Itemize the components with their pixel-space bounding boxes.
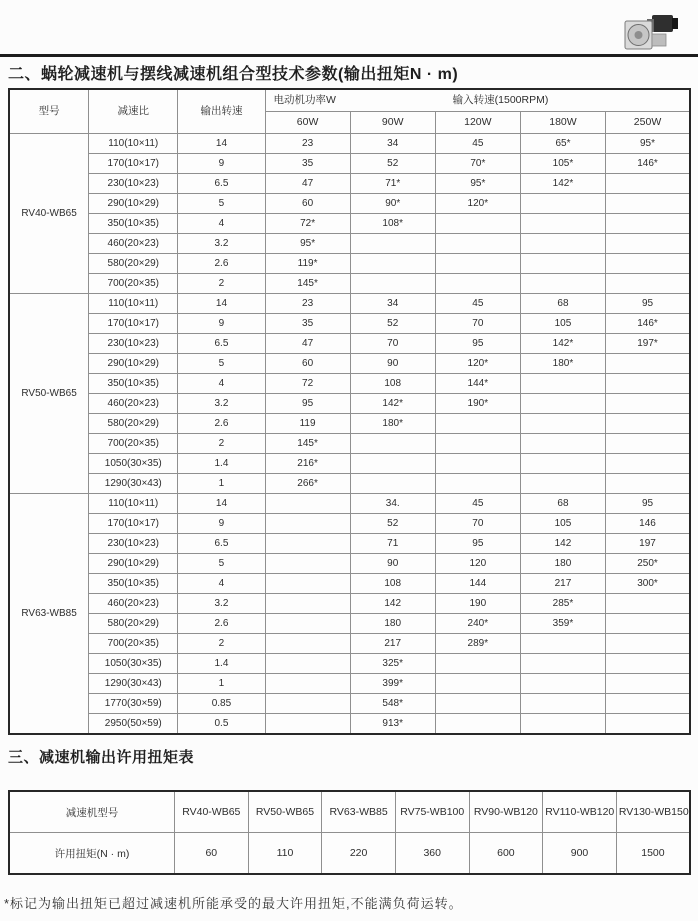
torque-cell [520, 434, 605, 454]
torque-cell: 71 [350, 534, 435, 554]
torque-cell: 95* [435, 174, 520, 194]
torque-cell [606, 374, 690, 394]
output-speed-cell: 3.2 [178, 234, 265, 254]
torque-cell [606, 194, 690, 214]
section1-title: 二、蜗轮减速机与摆线减速机组合型技术参数(输出扭矩N · m) [8, 66, 459, 83]
torque-cell [606, 434, 690, 454]
table-row [9, 514, 690, 534]
torque-cell: 95 [435, 334, 520, 354]
table-row [9, 334, 690, 354]
power-column-header: 60W [265, 112, 350, 134]
torque-cell: 90* [350, 194, 435, 214]
output-speed-cell: 0.5 [178, 714, 265, 735]
torque-cell: 146* [606, 314, 690, 334]
torque-cell: 548* [350, 694, 435, 714]
model-label: RV50-WB65 [9, 294, 89, 494]
output-speed-cell: 6.5 [178, 334, 265, 354]
output-speed-cell: 3.2 [178, 394, 265, 414]
torque-cell [606, 354, 690, 374]
allowable-torque-value: 900 [543, 833, 617, 875]
torque-cell: 190* [435, 394, 520, 414]
torque-cell: 95* [265, 234, 350, 254]
ratio-cell: 230(10×23) [89, 334, 178, 354]
output-speed-cell: 3.2 [178, 594, 265, 614]
model-label: RV63-WB85 [9, 494, 89, 735]
output-speed-cell: 6.5 [178, 534, 265, 554]
torque-cell: 95* [606, 134, 690, 154]
ratio-cell: 290(10×29) [89, 554, 178, 574]
output-speed-cell: 9 [178, 314, 265, 334]
table-row [9, 434, 690, 454]
power-column-header: 250W [606, 112, 690, 134]
torque-cell: 45 [435, 294, 520, 314]
table-row [9, 414, 690, 434]
ratio-cell: 110(10×11) [89, 294, 178, 314]
params-table [8, 88, 691, 735]
torque-cell [520, 674, 605, 694]
torque-cell [435, 254, 520, 274]
torque-cell [435, 274, 520, 294]
output-speed-cell: 2.6 [178, 414, 265, 434]
torque-cell: 95 [265, 394, 350, 414]
torque-model-header: RV90-WB120 [469, 791, 543, 833]
allowable-torque-value: 360 [395, 833, 469, 875]
torque-cell: 120 [435, 554, 520, 574]
torque-cell [520, 254, 605, 274]
torque-cell: 142 [350, 594, 435, 614]
torque-cell [520, 634, 605, 654]
params-table-body [9, 134, 690, 735]
ratio-cell: 460(20×23) [89, 234, 178, 254]
ratio-cell: 700(20×35) [89, 634, 178, 654]
torque-cell [606, 234, 690, 254]
ratio-cell: 350(10×35) [89, 374, 178, 394]
torque-model-header: RV75-WB100 [395, 791, 469, 833]
torque-cell: 289* [435, 634, 520, 654]
table-row [9, 554, 690, 574]
torque-model-header: RV63-WB85 [322, 791, 396, 833]
torque-cell: 120* [435, 194, 520, 214]
table-row [9, 474, 690, 494]
ratio-cell: 110(10×11) [89, 494, 178, 514]
allowable-torque-value: 60 [175, 833, 249, 875]
table-row [9, 134, 690, 154]
gear-reducer-illustration [616, 10, 682, 56]
output-speed-cell: 5 [178, 354, 265, 374]
ratio-cell: 1050(30×35) [89, 654, 178, 674]
torque-cell: 190 [435, 594, 520, 614]
torque-cell: 359* [520, 614, 605, 634]
gear-reducer-photo [616, 10, 682, 56]
table-row [9, 694, 690, 714]
torque-cell: 47 [265, 334, 350, 354]
output-speed-cell: 2.6 [178, 254, 265, 274]
ratio-cell: 230(10×23) [89, 174, 178, 194]
torque-cell [265, 574, 350, 594]
ratio-cell: 1770(30×59) [89, 694, 178, 714]
torque-cell: 142* [520, 334, 605, 354]
torque-cell [265, 494, 350, 514]
table-row [9, 354, 690, 374]
torque-cell [435, 434, 520, 454]
torque-cell [265, 694, 350, 714]
torque-cell: 108 [350, 574, 435, 594]
torque-cell: 34. [350, 494, 435, 514]
torque-cell: 52 [350, 514, 435, 534]
table-row [9, 294, 690, 314]
power-column-header: 90W [350, 112, 435, 134]
torque-cell: 119* [265, 254, 350, 274]
torque-cell [606, 394, 690, 414]
torque-cell: 105* [520, 154, 605, 174]
torque-cell [520, 274, 605, 294]
torque-cell: 72 [265, 374, 350, 394]
input-speed-label: 输入转速(1500RPM) [452, 93, 549, 106]
ratio-cell: 2950(50×59) [89, 714, 178, 735]
torque-cell: 216* [265, 454, 350, 474]
footnote: *标记为输出扭矩已超过减速机所能承受的最大许用扭矩,不能满负荷运转。 [4, 896, 463, 911]
torque-cell: 47 [265, 174, 350, 194]
allowable-torque-value: 600 [469, 833, 543, 875]
output-speed-cell: 4 [178, 574, 265, 594]
torque-cell: 145* [265, 434, 350, 454]
table-row [9, 394, 690, 414]
ratio-cell: 460(20×23) [89, 594, 178, 614]
output-speed-cell: 14 [178, 494, 265, 514]
torque-cell [265, 714, 350, 735]
torque-cell: 34 [350, 134, 435, 154]
table-row [9, 214, 690, 234]
torque-cell: 70* [435, 154, 520, 174]
allowable-torque-value: 1500 [616, 833, 690, 875]
torque-cell [435, 414, 520, 434]
torque-cell [265, 554, 350, 574]
motor-power-label: 电动机功率W [273, 93, 336, 106]
torque-cell [350, 274, 435, 294]
output-speed-cell: 4 [178, 214, 265, 234]
torque-model-header: RV130-WB150 [616, 791, 690, 833]
torque-cell [350, 254, 435, 274]
section2-title: 三、减速机输出许用扭矩表 [8, 749, 195, 766]
ratio-cell: 1290(30×43) [89, 674, 178, 694]
torque-cell [265, 614, 350, 634]
torque-cell: 90 [350, 354, 435, 374]
output-speed-cell: 1.4 [178, 454, 265, 474]
torque-cell: 70 [435, 514, 520, 534]
output-speed-cell: 2 [178, 434, 265, 454]
torque-cell: 60 [265, 194, 350, 214]
torque-cell [435, 454, 520, 474]
torque-cell: 45 [435, 494, 520, 514]
torque-cell [435, 214, 520, 234]
output-speed-cell: 5 [178, 554, 265, 574]
torque-cell [520, 694, 605, 714]
table-row [9, 194, 690, 214]
torque-row-label: 许用扭矩(N · m) [9, 833, 175, 875]
torque-header-row [9, 791, 690, 833]
torque-cell [265, 514, 350, 534]
torque-model-header: RV40-WB65 [175, 791, 249, 833]
torque-cell: 105 [520, 514, 605, 534]
torque-cell: 65* [520, 134, 605, 154]
torque-cell [606, 274, 690, 294]
torque-cell: 142 [520, 534, 605, 554]
torque-cell [606, 214, 690, 234]
output-speed-cell: 4 [178, 374, 265, 394]
table-row [9, 574, 690, 594]
torque-cell: 399* [350, 674, 435, 694]
output-speed-cell: 5 [178, 194, 265, 214]
ratio-column-header: 减速比 [89, 89, 178, 134]
table-row [9, 314, 690, 334]
torque-cell [435, 234, 520, 254]
power-column-header: 120W [435, 112, 520, 134]
torque-cell: 95 [606, 494, 690, 514]
table-row [9, 674, 690, 694]
torque-cell: 52 [350, 154, 435, 174]
table-row [9, 174, 690, 194]
table-row [9, 534, 690, 554]
output-speed-cell: 9 [178, 154, 265, 174]
torque-cell: 325* [350, 654, 435, 674]
torque-cell [350, 234, 435, 254]
torque-cell: 197* [606, 334, 690, 354]
torque-cell [520, 394, 605, 414]
torque-cell [350, 474, 435, 494]
torque-cell [520, 454, 605, 474]
torque-cell: 180* [520, 354, 605, 374]
torque-cell [520, 194, 605, 214]
ratio-cell: 290(10×29) [89, 194, 178, 214]
output-speed-cell: 1 [178, 474, 265, 494]
table-row [9, 494, 690, 514]
torque-cell [606, 254, 690, 274]
torque-cell [435, 654, 520, 674]
table-row [9, 234, 690, 254]
header-rule [0, 54, 698, 57]
output-speed-cell: 14 [178, 134, 265, 154]
torque-cell: 145* [265, 274, 350, 294]
torque-cell: 240* [435, 614, 520, 634]
model-column-header: 型号 [9, 89, 89, 134]
torque-cell: 52 [350, 314, 435, 334]
torque-cell: 217 [350, 634, 435, 654]
ratio-cell: 170(10×17) [89, 314, 178, 334]
torque-table [8, 790, 691, 875]
table-row [9, 154, 690, 174]
torque-cell [265, 634, 350, 654]
torque-cell: 144* [435, 374, 520, 394]
torque-cell [606, 614, 690, 634]
torque-cell: 68 [520, 494, 605, 514]
torque-cell: 142* [350, 394, 435, 414]
torque-cell: 71* [350, 174, 435, 194]
torque-cell [265, 594, 350, 614]
table-row [9, 374, 690, 394]
torque-cell: 105 [520, 314, 605, 334]
ratio-cell: 230(10×23) [89, 534, 178, 554]
torque-cell: 45 [435, 134, 520, 154]
torque-cell: 300* [606, 574, 690, 594]
torque-cell: 72* [265, 214, 350, 234]
torque-cell [606, 694, 690, 714]
model-label: RV40-WB65 [9, 134, 89, 294]
allowable-torque-value: 220 [322, 833, 396, 875]
torque-model-header: RV110-WB120 [543, 791, 617, 833]
torque-cell [520, 654, 605, 674]
table-row [9, 654, 690, 674]
output-speed-cell: 2 [178, 274, 265, 294]
torque-cell: 23 [265, 294, 350, 314]
torque-cell: 217 [520, 574, 605, 594]
torque-cell [606, 634, 690, 654]
torque-cell: 95 [606, 294, 690, 314]
torque-cell [520, 234, 605, 254]
torque-cell: 250* [606, 554, 690, 574]
output-speed-cell: 9 [178, 514, 265, 534]
torque-cell [606, 654, 690, 674]
ratio-cell: 700(20×35) [89, 274, 178, 294]
table-row [9, 594, 690, 614]
torque-cell: 119 [265, 414, 350, 434]
torque-cell [265, 654, 350, 674]
torque-cell: 108 [350, 374, 435, 394]
ratio-cell: 580(20×29) [89, 254, 178, 274]
table-row [9, 454, 690, 474]
table-row [9, 274, 690, 294]
torque-cell [606, 174, 690, 194]
ratio-cell: 290(10×29) [89, 354, 178, 374]
torque-cell: 95 [435, 534, 520, 554]
torque-cell [606, 714, 690, 735]
torque-cell: 144 [435, 574, 520, 594]
ratio-cell: 1050(30×35) [89, 454, 178, 474]
output-speed-cell: 2 [178, 634, 265, 654]
torque-cell: 70 [350, 334, 435, 354]
output-speed-cell: 2.6 [178, 614, 265, 634]
torque-cell: 197 [606, 534, 690, 554]
table-row [9, 634, 690, 654]
torque-cell: 90 [350, 554, 435, 574]
allowable-torque-value: 110 [248, 833, 322, 875]
torque-cell [606, 674, 690, 694]
torque-cell: 146 [606, 514, 690, 534]
output-speed-cell: 1.4 [178, 654, 265, 674]
torque-model-header: RV50-WB65 [248, 791, 322, 833]
power-column-header: 180W [520, 112, 605, 134]
ratio-cell: 350(10×35) [89, 574, 178, 594]
torque-cell: 68 [520, 294, 605, 314]
torque-cell [435, 714, 520, 735]
torque-cell: 180* [350, 414, 435, 434]
torque-cell [520, 374, 605, 394]
torque-cell [606, 454, 690, 474]
torque-cell [435, 694, 520, 714]
torque-cell [435, 474, 520, 494]
torque-cell: 142* [520, 174, 605, 194]
torque-cell [606, 474, 690, 494]
ratio-cell: 170(10×17) [89, 154, 178, 174]
torque-cell: 180 [520, 554, 605, 574]
output-speed-cell: 0.85 [178, 694, 265, 714]
torque-cell [606, 594, 690, 614]
torque-cell: 180 [350, 614, 435, 634]
torque-cell: 70 [435, 314, 520, 334]
ratio-cell: 460(20×23) [89, 394, 178, 414]
torque-cell [350, 454, 435, 474]
ratio-cell: 350(10×35) [89, 214, 178, 234]
torque-cell [520, 474, 605, 494]
torque-cell: 60 [265, 354, 350, 374]
torque-cell [265, 674, 350, 694]
params-header-row-1 [9, 89, 690, 112]
torque-cell: 35 [265, 154, 350, 174]
ratio-cell: 580(20×29) [89, 414, 178, 434]
torque-cell: 34 [350, 294, 435, 314]
output-speed-cell: 6.5 [178, 174, 265, 194]
torque-cell [435, 674, 520, 694]
output-speed-column-header: 输出转速 [178, 89, 265, 134]
ratio-cell: 170(10×17) [89, 514, 178, 534]
torque-value-row [9, 833, 690, 875]
table-row [9, 254, 690, 274]
torque-cell: 120* [435, 354, 520, 374]
output-speed-cell: 14 [178, 294, 265, 314]
torque-cell: 913* [350, 714, 435, 735]
output-speed-cell: 1 [178, 674, 265, 694]
torque-cell: 146* [606, 154, 690, 174]
torque-cell: 266* [265, 474, 350, 494]
ratio-cell: 1290(30×43) [89, 474, 178, 494]
torque-cell: 23 [265, 134, 350, 154]
power-speed-header [265, 89, 690, 112]
torque-cell [520, 414, 605, 434]
torque-cell: 35 [265, 314, 350, 334]
torque-cell [265, 534, 350, 554]
torque-header-label: 减速机型号 [9, 791, 175, 833]
table-row [9, 714, 690, 735]
torque-cell [520, 714, 605, 735]
torque-cell [520, 214, 605, 234]
ratio-cell: 580(20×29) [89, 614, 178, 634]
ratio-cell: 110(10×11) [89, 134, 178, 154]
torque-cell [350, 434, 435, 454]
torque-cell: 108* [350, 214, 435, 234]
table-row [9, 614, 690, 634]
ratio-cell: 700(20×35) [89, 434, 178, 454]
torque-cell [606, 414, 690, 434]
torque-cell: 285* [520, 594, 605, 614]
